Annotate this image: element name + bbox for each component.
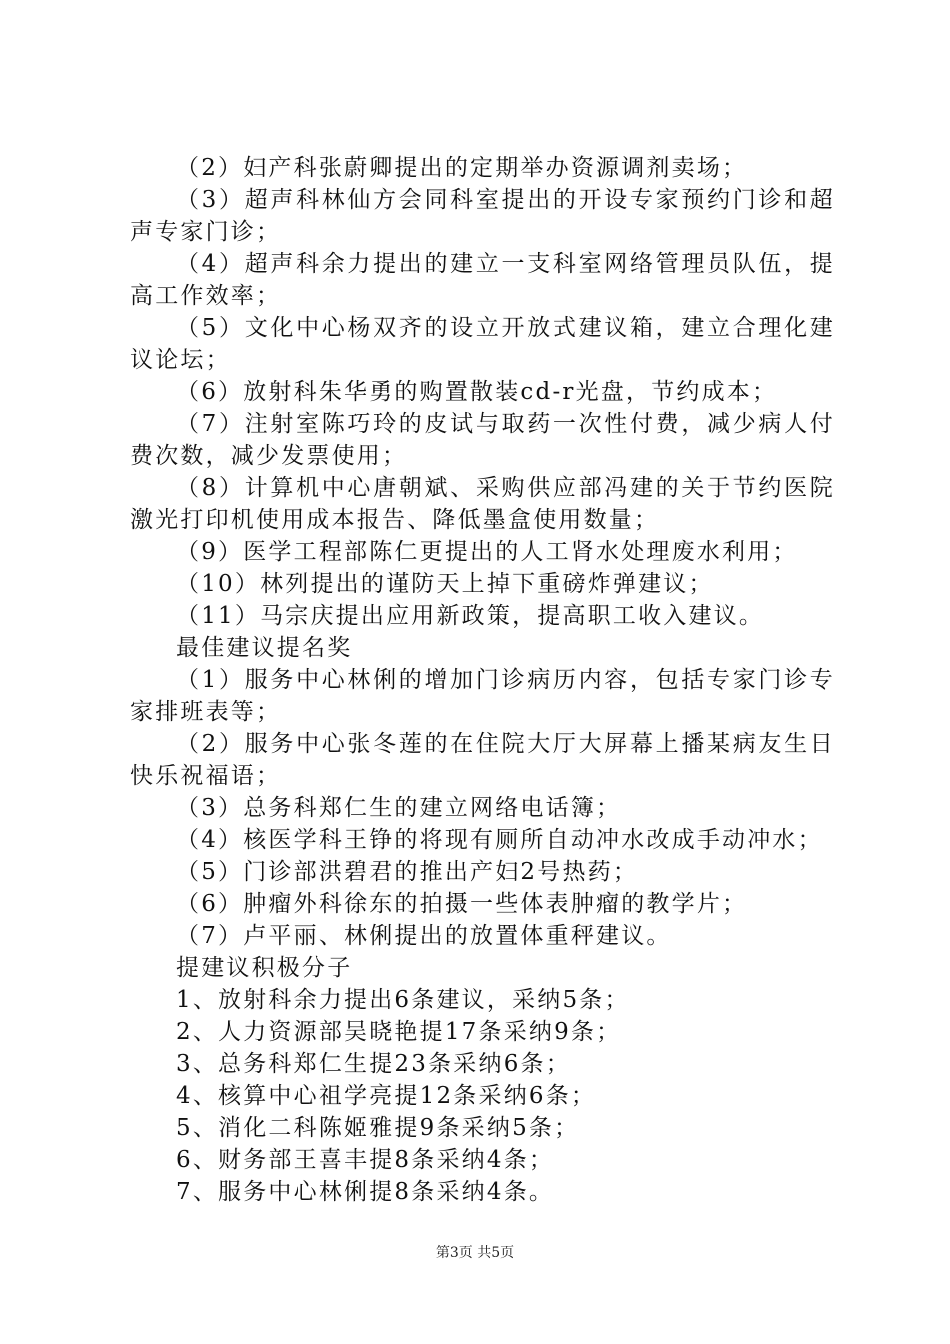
paragraph: （3）超声科林仙方会同科室提出的开设专家预约门诊和超声专家门诊； — [130, 187, 835, 245]
list-item: 2、人力资源部吴晓艳提17条采纳9条； — [176, 1019, 622, 1045]
list-item: 7、服务中心林俐提8条采纳4条。 — [176, 1179, 555, 1205]
list-item: 6、财务部王喜丰提8条采纳4条； — [176, 1147, 555, 1173]
list-item: 1、放射科余力提出6条建议，采纳5条； — [176, 987, 630, 1013]
section-heading: 提建议积极分子 — [176, 955, 353, 981]
paragraph: （2）妇产科张蔚卿提出的定期举办资源调剂卖场； — [176, 155, 748, 181]
paragraph: （10）林列提出的谨防天上掉下重磅炸弹建议； — [176, 571, 714, 597]
paragraph: （9）医学工程部陈仁更提出的人工肾水处理废水利用； — [176, 539, 798, 565]
paragraph: （11）马宗庆提出应用新政策，提高职工收入建议。 — [176, 603, 765, 629]
paragraph: （5）文化中心杨双齐的设立开放式建议箱，建立合理化建议论坛； — [130, 315, 835, 373]
document-body — [130, 152, 835, 1208]
page-number-footer: 第3页 共5页 — [435, 1245, 515, 1261]
paragraph: （7）卢平丽、林俐提出的放置体重秤建议。 — [176, 923, 672, 949]
paragraph: （3）总务科郑仁生的建立网络电话簿； — [176, 795, 622, 821]
paragraph: （4）超声科余力提出的建立一支科室网络管理员队伍，提高工作效率； — [130, 251, 835, 309]
paragraph: （6）肿瘤外科徐东的拍摄一些体表肿瘤的教学片； — [176, 891, 748, 917]
paragraph: （2）服务中心张冬莲的在住院大厅大屏幕上播某病友生日快乐祝福语； — [130, 731, 835, 789]
list-item: 4、核算中心祖学亮提12条采纳6条； — [176, 1083, 597, 1109]
section-heading: 最佳建议提名奖 — [176, 635, 353, 661]
paragraph: （8）计算机中心唐朝斌、采购供应部冯建的关于节约医院激光打印机使用成本报告、降低墨盒使用数量； — [130, 475, 835, 533]
paragraph: （6）放射科朱华勇的购置散装cd-r光盘，节约成本； — [176, 379, 778, 405]
list-item: 5、消化二科陈姬雅提9条采纳5条； — [176, 1115, 580, 1141]
paragraph: （7）注射室陈巧玲的皮试与取药一次性付费，减少病人付费次数，减少发票使用； — [130, 411, 835, 469]
paragraph: （1）服务中心林俐的增加门诊病历内容，包括专家门诊专家排班表等； — [130, 667, 835, 725]
paragraph: （5）门诊部洪碧君的推出产妇2号热药； — [176, 859, 639, 885]
list-item: 3、总务科郑仁生提23条采纳6条； — [176, 1051, 571, 1077]
paragraph: （4）核医学科王铮的将现有厕所自动冲水改成手动冲水； — [176, 827, 823, 853]
